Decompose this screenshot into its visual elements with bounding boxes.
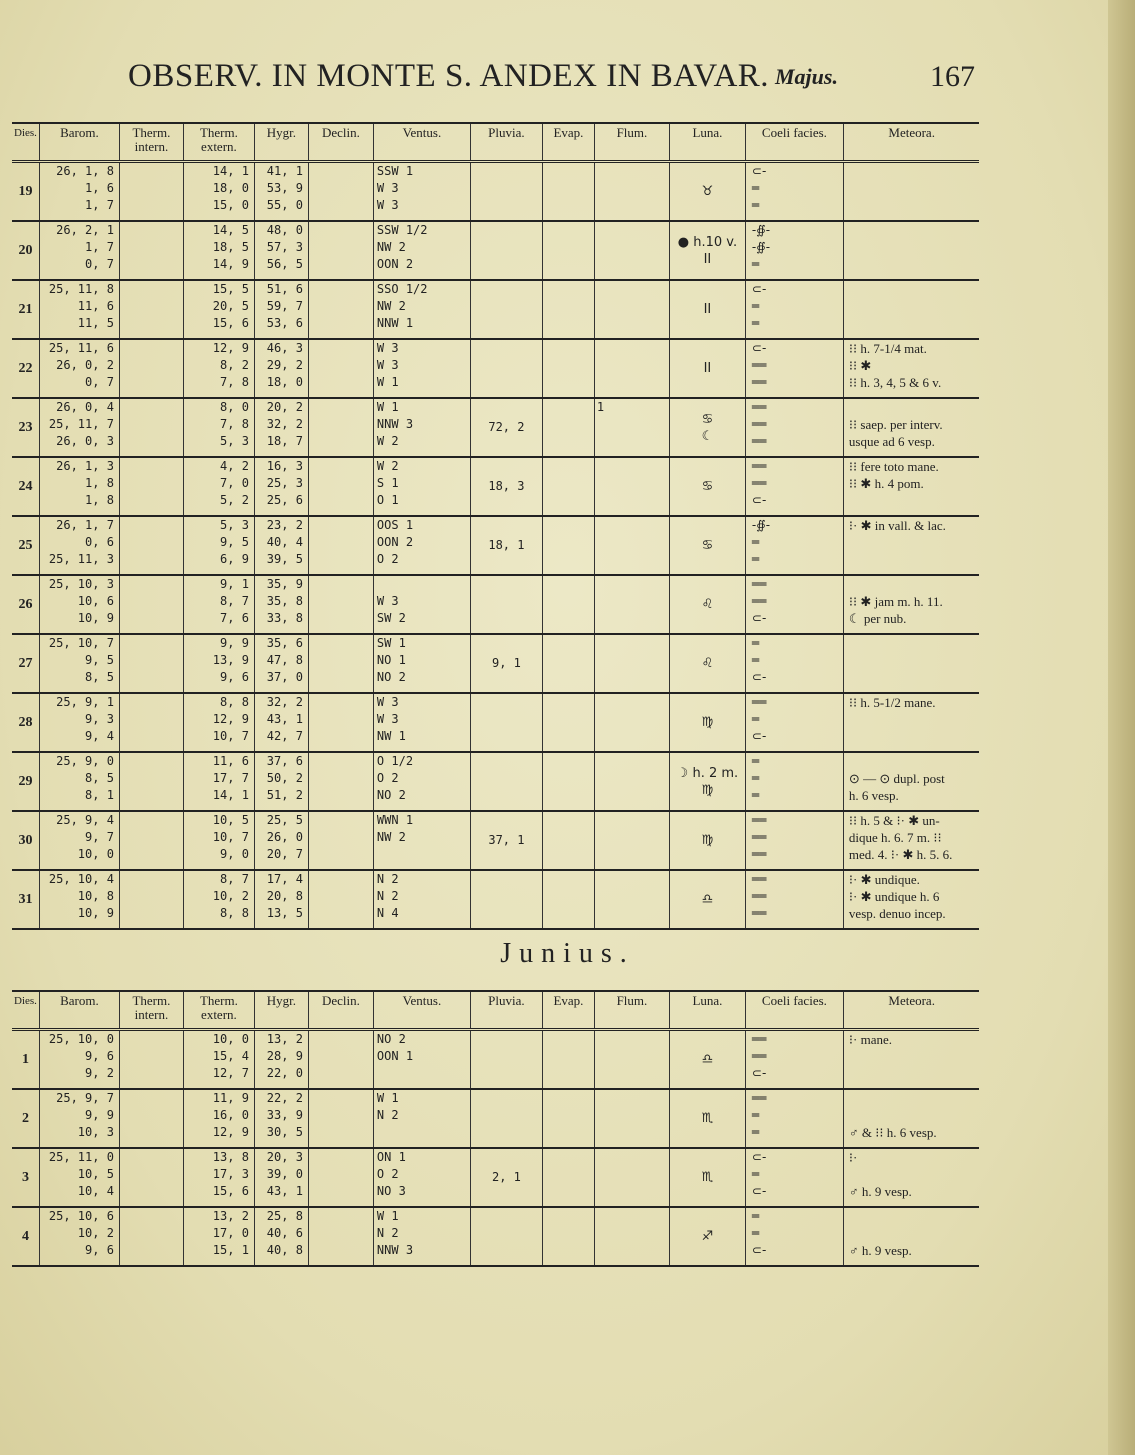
therm-intern-cell: [119, 1207, 183, 1266]
therm-extern-cell: 8, 7 10, 2 8, 8: [183, 870, 254, 929]
luna-cell: ♋: [669, 516, 745, 575]
ventus-cell: W 1 NNW 3 W 2: [373, 398, 470, 457]
dies-cell: 20: [18, 243, 33, 258]
column-header-dies: Dies.: [12, 991, 39, 1030]
pluvia-cell: 37, 1: [470, 811, 542, 870]
column-header-coeli: Coeli facies.: [745, 123, 843, 162]
meteora-cell: ⁝⁝ h. 5-1/2 mane.: [843, 693, 979, 752]
table-row: [12, 162, 979, 222]
table-row: [12, 693, 979, 752]
pluvia-cell: [470, 1089, 542, 1148]
therm-intern-cell: [119, 162, 183, 222]
column-header-coeli: Coeli facies.: [745, 991, 843, 1030]
declin-cell: [308, 457, 373, 516]
luna-cell: ♋ ☾: [669, 398, 745, 457]
evap-cell: [542, 280, 594, 339]
table-row: [12, 634, 979, 693]
table-row: [12, 811, 979, 870]
pluvia-cell: 72, 2: [470, 398, 542, 457]
ventus-cell: OOS 1 OON 2 O 2: [373, 516, 470, 575]
ventus-cell: SSW 1 W 3 W 3: [373, 162, 470, 222]
evap-cell: [542, 1148, 594, 1207]
column-header-hygr: Hygr.: [254, 991, 308, 1030]
coeli-facies-cell: ══ ══ ⊂-: [745, 457, 843, 516]
coeli-facies-cell: -∯- ═ ═: [745, 516, 843, 575]
flum-cell: [594, 516, 669, 575]
hygr-cell: 20, 3 39, 0 43, 1: [254, 1148, 308, 1207]
therm-extern-cell: 14, 5 18, 5 14, 9: [183, 221, 254, 280]
luna-cell: ♏: [669, 1148, 745, 1207]
pluvia-cell: [470, 870, 542, 929]
dies-cell: 4: [21, 1229, 29, 1244]
coeli-facies-cell: ⊂- ══ ══: [745, 339, 843, 398]
meteora-cell: ⁝· mane.: [843, 1030, 979, 1090]
luna-cell: ☽ h. 2 m. ♍: [669, 752, 745, 811]
ventus-cell: O 1/2 O 2 NO 2: [373, 752, 470, 811]
barom-cell: 25, 10, 6 10, 2 9, 6: [39, 1207, 119, 1266]
flum-cell: [594, 1030, 669, 1090]
therm-intern-cell: [119, 1148, 183, 1207]
column-header-luna: Luna.: [669, 123, 745, 162]
flum-cell: [594, 339, 669, 398]
table-row: [12, 398, 979, 457]
meteora-cell: ⁝⁝ ✱ jam m. h. 11. ☾ per nub.: [843, 575, 979, 634]
coeli-facies-cell: ═ ═ ⊂-: [745, 1207, 843, 1266]
hygr-cell: 35, 6 47, 8 37, 0: [254, 634, 308, 693]
ventus-cell: SW 1 NO 1 NO 2: [373, 634, 470, 693]
declin-cell: [308, 516, 373, 575]
meteora-cell: ⁝⁝ h. 5 & ⁝· ✱ un- dique h. 6. 7 m. ⁝⁝ med. 4. ⁝· ✱ h. 5. 6.: [843, 811, 979, 870]
declin-cell: [308, 162, 373, 222]
evap-cell: [542, 1207, 594, 1266]
therm-extern-cell: 13, 2 17, 0 15, 1: [183, 1207, 254, 1266]
luna-cell: ♍: [669, 811, 745, 870]
table-row: [12, 280, 979, 339]
column-header-tint: Therm. intern.: [119, 991, 183, 1030]
table-header-row: [12, 991, 979, 1030]
evap-cell: [542, 398, 594, 457]
barom-cell: 26, 0, 4 25, 11, 7 26, 0, 3: [39, 398, 119, 457]
coeli-facies-cell: ══ ══ ══: [745, 811, 843, 870]
coeli-facies-cell: ═ ═ ═: [745, 752, 843, 811]
ventus-cell: SSO 1/2 NW 2 NNW 1: [373, 280, 470, 339]
pluvia-cell: [470, 1207, 542, 1266]
declin-cell: [308, 1089, 373, 1148]
evap-cell: [542, 1089, 594, 1148]
declin-cell: [308, 1207, 373, 1266]
coeli-facies-cell: ⊂- ═ ═: [745, 162, 843, 222]
column-header-decl: Declin.: [308, 991, 373, 1030]
luna-cell: ● h.10 v. II: [669, 221, 745, 280]
declin-cell: [308, 634, 373, 693]
pluvia-cell: 18, 3: [470, 457, 542, 516]
barom-cell: 25, 9, 1 9, 3 9, 4: [39, 693, 119, 752]
evap-cell: [542, 575, 594, 634]
dies-cell: 22: [18, 361, 33, 376]
ventus-cell: W 3 SW 2: [373, 575, 470, 634]
pluvia-cell: [470, 693, 542, 752]
meteora-cell: ⊙ — ⊙ dupl. post h. 6 vesp.: [843, 752, 979, 811]
barom-cell: 25, 11, 0 10, 5 10, 4: [39, 1148, 119, 1207]
column-header-pluv: Pluvia.: [470, 123, 542, 162]
column-header-flum: Flum.: [594, 123, 669, 162]
luna-cell: ♋: [669, 457, 745, 516]
therm-intern-cell: [119, 870, 183, 929]
declin-cell: [308, 280, 373, 339]
meteora-cell: [843, 634, 979, 693]
column-header-tint: Therm. intern.: [119, 123, 183, 162]
ventus-cell: W 2 S 1 O 1: [373, 457, 470, 516]
page-header: [0, 58, 1135, 102]
evap-cell: [542, 693, 594, 752]
luna-cell: ♎: [669, 870, 745, 929]
evap-cell: [542, 339, 594, 398]
declin-cell: [308, 221, 373, 280]
barom-cell: 26, 2, 1 1, 7 0, 7: [39, 221, 119, 280]
dies-cell: 24: [18, 479, 33, 494]
therm-intern-cell: [119, 575, 183, 634]
column-header-pluv: Pluvia.: [470, 991, 542, 1030]
flum-cell: [594, 162, 669, 222]
ventus-cell: W 1 N 2 NNW 3: [373, 1207, 470, 1266]
luna-cell: ♐: [669, 1207, 745, 1266]
declin-cell: [308, 575, 373, 634]
hygr-cell: 48, 0 57, 3 56, 5: [254, 221, 308, 280]
column-header-met: Meteora.: [843, 123, 979, 162]
table-row: [12, 339, 979, 398]
column-header-flum: Flum.: [594, 991, 669, 1030]
hygr-cell: 16, 3 25, 3 25, 6: [254, 457, 308, 516]
pluvia-cell: [470, 752, 542, 811]
hygr-cell: 17, 4 20, 8 13, 5: [254, 870, 308, 929]
table-row: [12, 575, 979, 634]
evap-cell: [542, 457, 594, 516]
table-row: [12, 752, 979, 811]
ventus-cell: W 1 N 2: [373, 1089, 470, 1148]
flum-cell: [594, 221, 669, 280]
flum-cell: [594, 280, 669, 339]
dies-cell: 1: [21, 1052, 29, 1067]
coeli-facies-cell: -∯- -∯- ═: [745, 221, 843, 280]
hygr-cell: 23, 2 40, 4 39, 5: [254, 516, 308, 575]
majus-observation-table: [12, 122, 979, 930]
therm-intern-cell: [119, 634, 183, 693]
coeli-facies-cell: ══ ══ ⊂-: [745, 1030, 843, 1090]
ventus-cell: W 3 W 3 W 1: [373, 339, 470, 398]
hygr-cell: 25, 5 26, 0 20, 7: [254, 811, 308, 870]
pluvia-cell: [470, 575, 542, 634]
barom-cell: 26, 1, 8 1, 6 1, 7: [39, 162, 119, 222]
therm-intern-cell: [119, 752, 183, 811]
junius-observation-table: [12, 990, 979, 1267]
coeli-facies-cell: ══ ═ ═: [745, 1089, 843, 1148]
pluvia-cell: 9, 1: [470, 634, 542, 693]
table-row: [12, 1089, 979, 1148]
flum-cell: [594, 870, 669, 929]
hygr-cell: 37, 6 50, 2 51, 2: [254, 752, 308, 811]
barom-cell: 25, 9, 7 9, 9 10, 3: [39, 1089, 119, 1148]
barom-cell: 25, 11, 6 26, 0, 2 0, 7: [39, 339, 119, 398]
coeli-facies-cell: ══ ══ ══: [745, 398, 843, 457]
flum-cell: [594, 634, 669, 693]
evap-cell: [542, 162, 594, 222]
dies-cell: 25: [18, 538, 33, 553]
column-header-dies: Dies.: [12, 123, 39, 162]
barom-cell: 25, 10, 3 10, 6 10, 9: [39, 575, 119, 634]
flum-cell: [594, 752, 669, 811]
column-header-met: Meteora.: [843, 991, 979, 1030]
therm-extern-cell: 15, 5 20, 5 15, 6: [183, 280, 254, 339]
flum-cell: [594, 457, 669, 516]
declin-cell: [308, 811, 373, 870]
pluvia-cell: [470, 162, 542, 222]
table-row: [12, 516, 979, 575]
luna-cell: ♏: [669, 1089, 745, 1148]
declin-cell: [308, 870, 373, 929]
coeli-facies-cell: ══ ═ ⊂-: [745, 693, 843, 752]
meteora-cell: ⁝⁝ h. 7-1/4 mat. ⁝⁝ ✱ ⁝⁝ h. 3, 4, 5 & 6 v.: [843, 339, 979, 398]
hygr-cell: 22, 2 33, 9 30, 5: [254, 1089, 308, 1148]
column-header-text: Therm. extern.: [183, 123, 254, 162]
therm-extern-cell: 10, 0 15, 4 12, 7: [183, 1030, 254, 1090]
ventus-cell: SSW 1/2 NW 2 OON 2: [373, 221, 470, 280]
barom-cell: 25, 9, 4 9, 7 10, 0: [39, 811, 119, 870]
declin-cell: [308, 693, 373, 752]
dies-cell: 28: [18, 715, 33, 730]
barom-cell: 25, 11, 8 11, 6 11, 5: [39, 280, 119, 339]
dies-cell: 26: [18, 597, 33, 612]
page-title: OBSERV. IN MONTE S. ANDEX IN BAVAR.: [128, 58, 770, 94]
dies-cell: 23: [18, 420, 33, 435]
meteora-cell: ♂ h. 9 vesp.: [843, 1207, 979, 1266]
coeli-facies-cell: ═ ═ ⊂-: [745, 634, 843, 693]
table-row: [12, 1030, 979, 1090]
therm-extern-cell: 8, 0 7, 8 5, 3: [183, 398, 254, 457]
table-row: [12, 1207, 979, 1266]
table-header-row: [12, 123, 979, 162]
therm-extern-cell: 14, 1 18, 0 15, 0: [183, 162, 254, 222]
therm-extern-cell: 4, 2 7, 0 5, 2: [183, 457, 254, 516]
ventus-cell: N 2 N 2 N 4: [373, 870, 470, 929]
column-header-decl: Declin.: [308, 123, 373, 162]
dies-cell: 31: [18, 892, 33, 907]
column-header-barom: Barom.: [39, 123, 119, 162]
dies-cell: 19: [18, 184, 33, 199]
luna-cell: ♌: [669, 575, 745, 634]
meteora-cell: ⁝· ♂ h. 9 vesp.: [843, 1148, 979, 1207]
luna-cell: II: [669, 339, 745, 398]
coeli-facies-cell: ══ ══ ⊂-: [745, 575, 843, 634]
hygr-cell: 51, 6 59, 7 53, 6: [254, 280, 308, 339]
ventus-cell: W 3 W 3 NW 1: [373, 693, 470, 752]
ventus-cell: NO 2 OON 1: [373, 1030, 470, 1090]
therm-intern-cell: [119, 811, 183, 870]
therm-intern-cell: [119, 221, 183, 280]
column-header-text: Therm. extern.: [183, 991, 254, 1030]
therm-extern-cell: 11, 6 17, 7 14, 1: [183, 752, 254, 811]
book-spine-shadow: [1108, 0, 1135, 1455]
barom-cell: 26, 1, 3 1, 8 1, 8: [39, 457, 119, 516]
therm-intern-cell: [119, 398, 183, 457]
luna-cell: ♍: [669, 693, 745, 752]
meteora-cell: [843, 280, 979, 339]
evap-cell: [542, 516, 594, 575]
therm-intern-cell: [119, 457, 183, 516]
therm-intern-cell: [119, 516, 183, 575]
column-header-luna: Luna.: [669, 991, 745, 1030]
therm-extern-cell: 9, 1 8, 7 7, 6: [183, 575, 254, 634]
pluvia-cell: [470, 280, 542, 339]
evap-cell: [542, 811, 594, 870]
column-header-evap: Evap.: [542, 123, 594, 162]
therm-intern-cell: [119, 693, 183, 752]
therm-extern-cell: 11, 9 16, 0 12, 9: [183, 1089, 254, 1148]
ventus-cell: ON 1 O 2 NO 3: [373, 1148, 470, 1207]
coeli-facies-cell: ══ ══ ══: [745, 870, 843, 929]
evap-cell: [542, 221, 594, 280]
column-header-vent: Ventus.: [373, 123, 470, 162]
therm-extern-cell: 5, 3 9, 5 6, 9: [183, 516, 254, 575]
hygr-cell: 32, 2 43, 1 42, 7: [254, 693, 308, 752]
therm-intern-cell: [119, 1030, 183, 1090]
flum-cell: [594, 811, 669, 870]
pluvia-cell: [470, 221, 542, 280]
dies-cell: 2: [21, 1111, 29, 1126]
hygr-cell: 20, 2 32, 2 18, 7: [254, 398, 308, 457]
luna-cell: ♎: [669, 1030, 745, 1090]
barom-cell: 26, 1, 7 0, 6 25, 11, 3: [39, 516, 119, 575]
table-row: [12, 870, 979, 929]
flum-cell: [594, 693, 669, 752]
meteora-cell: ⁝⁝ fere toto mane. ⁝⁝ ✱ h. 4 pom.: [843, 457, 979, 516]
barom-cell: 25, 9, 0 8, 5 8, 1: [39, 752, 119, 811]
pluvia-cell: 18, 1: [470, 516, 542, 575]
therm-extern-cell: 9, 9 13, 9 9, 6: [183, 634, 254, 693]
page-number: 167: [930, 60, 975, 93]
column-header-hygr: Hygr.: [254, 123, 308, 162]
therm-extern-cell: 13, 8 17, 3 15, 6: [183, 1148, 254, 1207]
flum-cell: [594, 1148, 669, 1207]
hygr-cell: 46, 3 29, 2 18, 0: [254, 339, 308, 398]
meteora-cell: [843, 162, 979, 222]
table-row: [12, 457, 979, 516]
luna-cell: II: [669, 280, 745, 339]
pluvia-cell: [470, 1030, 542, 1090]
luna-cell: ♉: [669, 162, 745, 222]
ventus-cell: WWN 1 NW 2: [373, 811, 470, 870]
meteora-cell: [843, 221, 979, 280]
evap-cell: [542, 1030, 594, 1090]
therm-intern-cell: [119, 280, 183, 339]
therm-intern-cell: [119, 1089, 183, 1148]
junius-title: Junius.: [500, 938, 635, 969]
barom-cell: 25, 10, 7 9, 5 8, 5: [39, 634, 119, 693]
hygr-cell: 41, 1 53, 9 55, 0: [254, 162, 308, 222]
pluvia-cell: 2, 1: [470, 1148, 542, 1207]
declin-cell: [308, 1148, 373, 1207]
luna-cell: ♌: [669, 634, 745, 693]
dies-cell: 27: [18, 656, 33, 671]
meteora-cell: ⁝· ✱ in vall. & lac.: [843, 516, 979, 575]
flum-cell: 1: [594, 398, 669, 457]
declin-cell: [308, 752, 373, 811]
declin-cell: [308, 339, 373, 398]
flum-cell: [594, 1207, 669, 1266]
evap-cell: [542, 634, 594, 693]
evap-cell: [542, 870, 594, 929]
barom-cell: 25, 10, 4 10, 8 10, 9: [39, 870, 119, 929]
dies-cell: 30: [18, 833, 33, 848]
barom-cell: 25, 10, 0 9, 6 9, 2: [39, 1030, 119, 1090]
coeli-facies-cell: ⊂- ═ ═: [745, 280, 843, 339]
therm-intern-cell: [119, 339, 183, 398]
table-row: [12, 221, 979, 280]
declin-cell: [308, 1030, 373, 1090]
dies-cell: 29: [18, 774, 33, 789]
dies-cell: 3: [21, 1170, 29, 1185]
column-header-vent: Ventus.: [373, 991, 470, 1030]
flum-cell: [594, 575, 669, 634]
hygr-cell: 35, 9 35, 8 33, 8: [254, 575, 308, 634]
hygr-cell: 13, 2 28, 9 22, 0: [254, 1030, 308, 1090]
therm-extern-cell: 10, 5 10, 7 9, 0: [183, 811, 254, 870]
flum-cell: [594, 1089, 669, 1148]
therm-extern-cell: 12, 9 8, 2 7, 8: [183, 339, 254, 398]
coeli-facies-cell: ⊂- ═ ⊂-: [745, 1148, 843, 1207]
table-row: [12, 1148, 979, 1207]
therm-extern-cell: 8, 8 12, 9 10, 7: [183, 693, 254, 752]
dies-cell: 21: [18, 302, 33, 317]
declin-cell: [308, 398, 373, 457]
column-header-barom: Barom.: [39, 991, 119, 1030]
meteora-cell: ⁝· ✱ undique. ⁝· ✱ undique h. 6 vesp. denuo incep.: [843, 870, 979, 929]
pluvia-cell: [470, 339, 542, 398]
meteora-cell: ⁝⁝ saep. per interv. usque ad 6 vesp.: [843, 398, 979, 457]
month-label: Majus.: [775, 64, 838, 89]
column-header-evap: Evap.: [542, 991, 594, 1030]
hygr-cell: 25, 8 40, 6 40, 8: [254, 1207, 308, 1266]
meteora-cell: ♂ & ⁝⁝ h. 6 vesp.: [843, 1089, 979, 1148]
evap-cell: [542, 752, 594, 811]
